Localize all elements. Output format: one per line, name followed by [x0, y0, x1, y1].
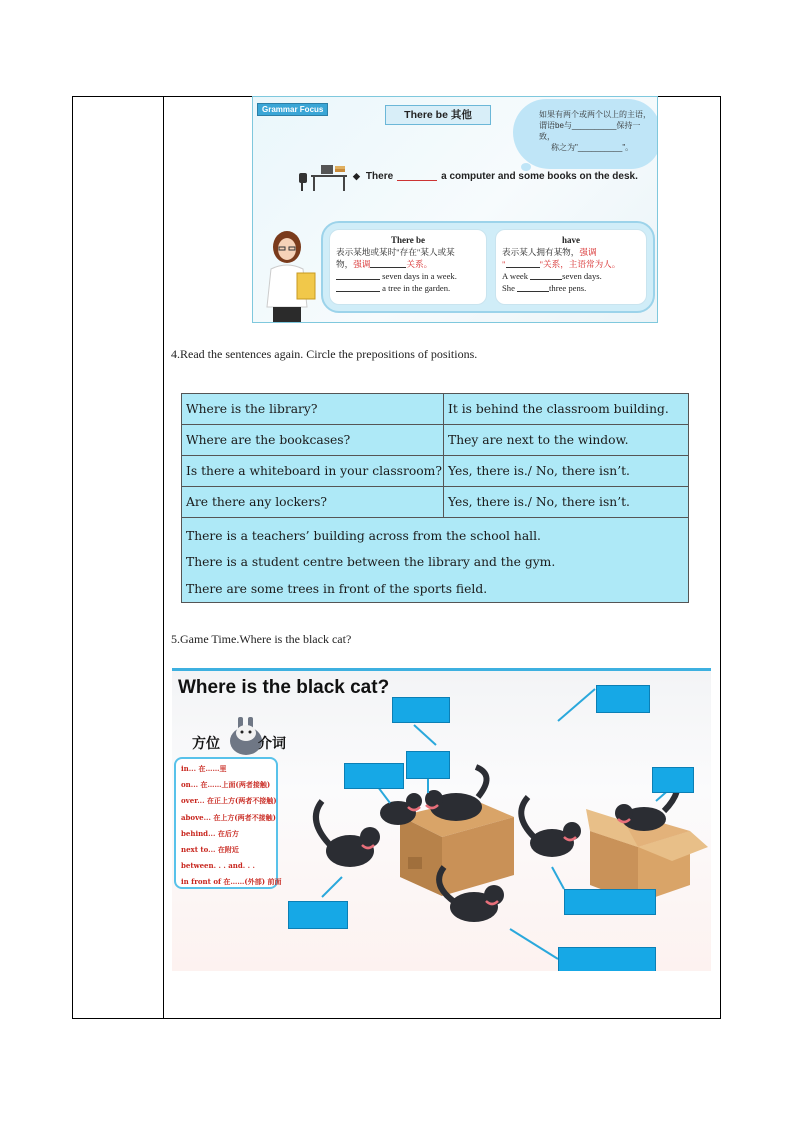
preposition-item: behind... 在后方 — [181, 828, 239, 838]
slide-title: There be 其他 — [385, 105, 491, 125]
preposition-item: next to... 在附近 — [181, 844, 239, 854]
answer-box[interactable] — [288, 901, 348, 929]
there-be-example1: seven days in a week. — [336, 270, 480, 282]
preposition-item: in front of 在……(外部) 前面 — [181, 877, 282, 887]
have-heading: have — [562, 235, 580, 245]
prepositions-heading: 方位 介词 — [192, 735, 286, 751]
statement-line: There are some trees in front of the sports field. — [186, 582, 488, 596]
game-slide — [172, 668, 711, 971]
answer-cell: Yes, there is./ No, there isn’t. — [448, 464, 630, 478]
answer-cell: It is behind the classroom building. — [448, 402, 669, 416]
column-divider — [163, 97, 164, 1018]
answer-box[interactable] — [596, 685, 650, 713]
section5-instruction: 5.Game Time.Where is the black cat? — [171, 632, 352, 646]
game-title: Where is the black cat? — [178, 677, 390, 698]
comparison-panel — [321, 221, 655, 313]
table-row — [182, 456, 688, 487]
answer-box[interactable] — [344, 763, 404, 789]
grammar-focus-badge: Grammar Focus — [257, 103, 328, 116]
answer-box[interactable] — [392, 697, 450, 723]
answer-box[interactable] — [652, 767, 694, 793]
preposition-item: on... 在……上面(两者接触) — [181, 780, 271, 790]
have-example1: A week seven days. — [502, 271, 602, 281]
grammar-focus-slide — [252, 96, 658, 323]
there-be-line1: 表示某地或某时"存在"某人或某 — [336, 247, 455, 257]
answer-cell: Yes, there is./ No, there isn’t. — [448, 495, 630, 509]
have-box — [495, 229, 647, 305]
there-be-line2: 物，强调 关系。 — [336, 259, 433, 269]
question-cell: Is there a whiteboard in your classroom? — [182, 456, 444, 486]
answer-box[interactable] — [558, 947, 656, 971]
teacher-illustration — [259, 227, 321, 323]
positions-table — [181, 393, 689, 603]
statement-line: There is a student centre between the library and the gym. — [186, 555, 556, 569]
section4-instruction: 4.Read the sentences again. Circle the prepositions of positions. — [171, 347, 478, 361]
answer-box[interactable] — [564, 889, 656, 915]
preposition-item: over... 在正上方(两者不接触) — [181, 796, 277, 806]
table-row — [182, 425, 688, 456]
cloud-line: 如果有两个或两个以上的主语， — [539, 110, 651, 119]
there-be-heading: There be — [390, 235, 426, 245]
question-cell: Are there any lockers? — [182, 487, 444, 517]
example-sentence: ◆ There a computer and some books on the desk. — [353, 171, 638, 182]
table-row — [182, 487, 688, 518]
thought-cloud — [513, 99, 658, 169]
question-cell: Where is the library? — [182, 394, 444, 424]
there-be-example2: a tree in the garden. — [336, 282, 480, 294]
preposition-item: above... 在上方(两者不接触) — [181, 812, 276, 822]
preposition-item: between. . . and. . . — [181, 861, 255, 871]
cloud-line: 谓语be与__________保持一致， — [539, 121, 641, 141]
desk-computer-icon — [297, 157, 349, 193]
table-row — [182, 394, 688, 425]
there-be-box — [329, 229, 487, 305]
statement-line: There is a teachers’ building across from the school hall. — [186, 529, 541, 543]
answer-box[interactable] — [406, 751, 450, 779]
have-example2: She three pens. — [502, 283, 587, 293]
have-line2: " "关系，主语常为人。 — [502, 259, 621, 269]
preposition-item: in... 在……里 — [181, 764, 227, 773]
have-line1: 表示某人拥有某物，强调 — [502, 247, 597, 257]
answer-cell: They are next to the window. — [448, 433, 629, 447]
cloud-line: 称之为"__________"。 — [551, 143, 634, 152]
question-cell: Where are the bookcases? — [182, 425, 444, 455]
